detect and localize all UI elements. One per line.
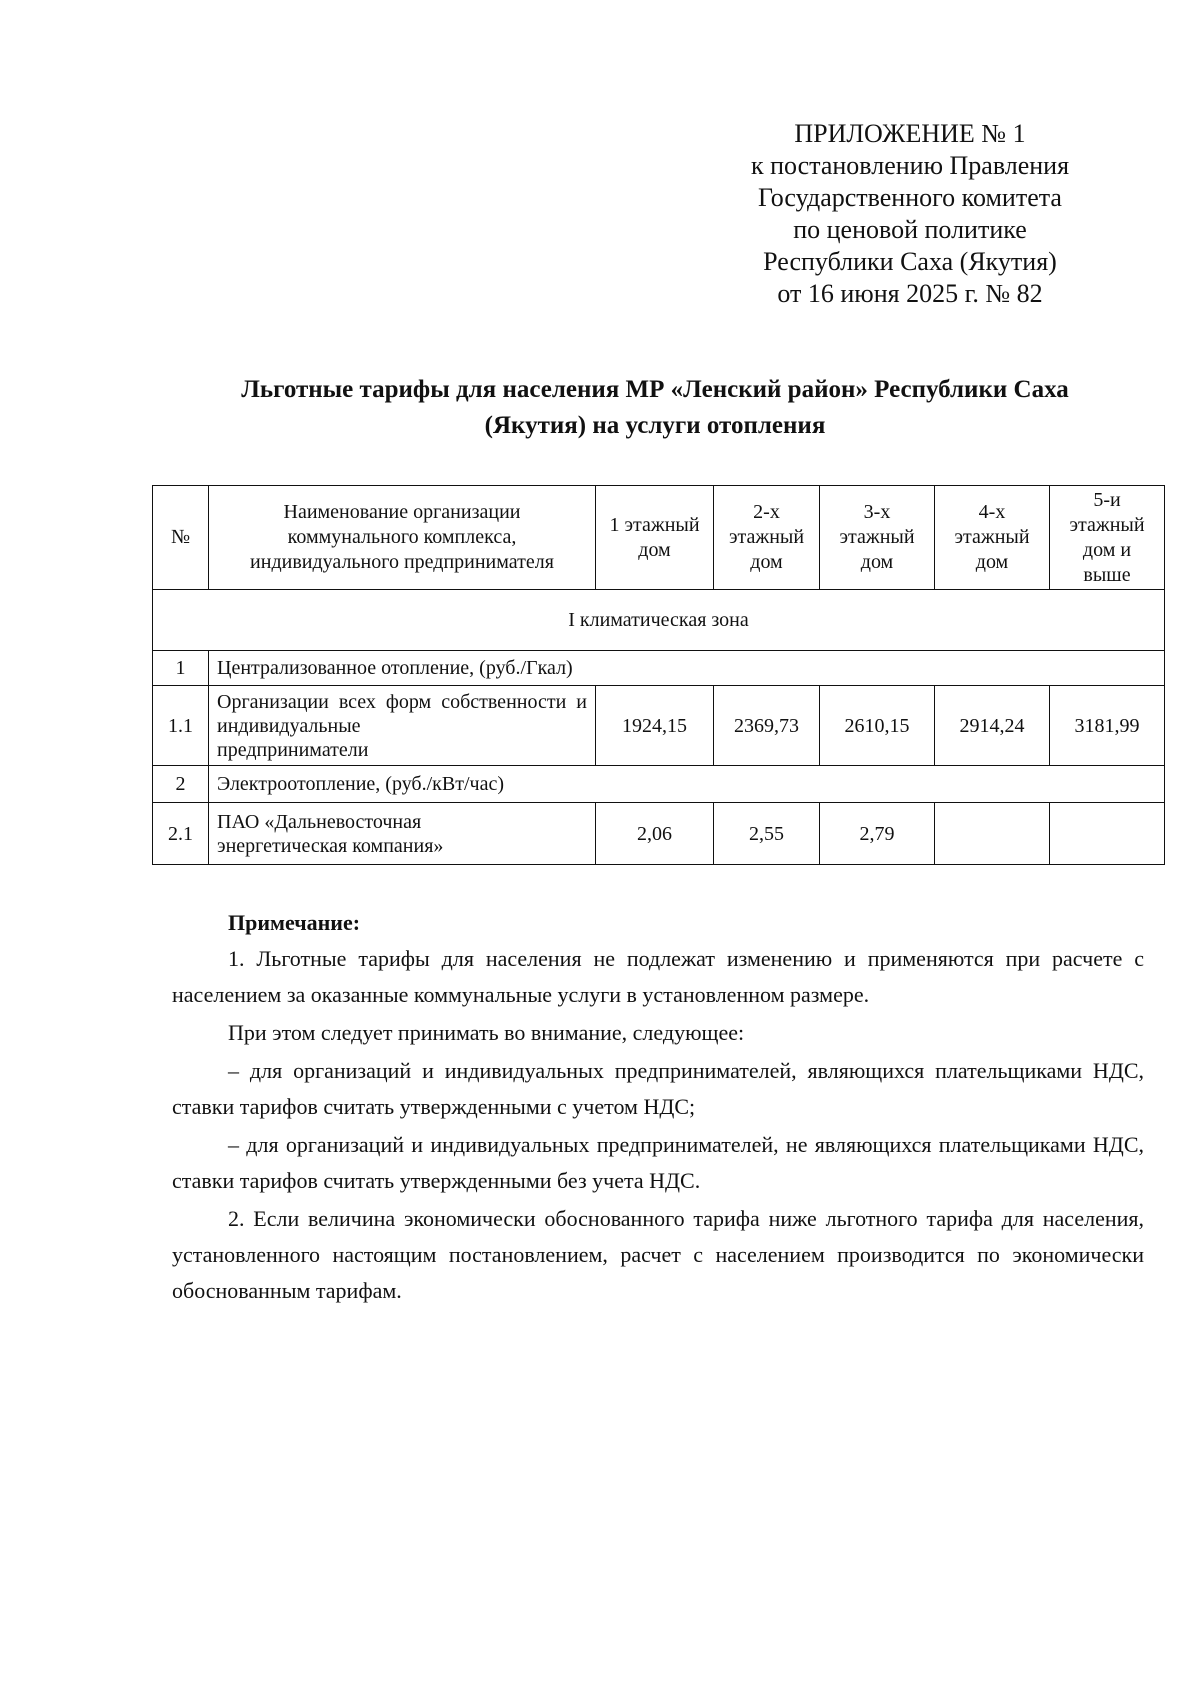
table-header-row <box>153 486 1165 590</box>
tariff-value: 1924,15 <box>596 686 714 766</box>
tariff-value: 2914,24 <box>935 686 1050 766</box>
section-row <box>153 766 1165 803</box>
climate-zone-label: I климатическая зона <box>153 590 1165 651</box>
organization-name-cell <box>209 686 596 766</box>
row-number: 1.1 <box>153 686 209 766</box>
appendix-title: ПРИЛОЖЕНИЕ № 1 <box>794 119 1026 148</box>
document-title-line: Льготные тарифы для населения МР «Ленский район» Республики Саха <box>241 376 1069 403</box>
tariff-value-empty <box>935 803 1050 865</box>
note-paragraph: – для организаций и индивидуальных предпринимателей, являющихся плательщиками НДС, ставки тарифов считать утвержденными с учетом НДС; <box>172 1058 1144 1119</box>
header-5-floor-and-above: 5-и этажный дом и выше <box>1050 486 1165 590</box>
header-number: № <box>153 486 209 590</box>
row-number: 2.1 <box>153 803 209 865</box>
tariff-value: 2369,73 <box>714 686 820 766</box>
organization-name-cell: ПАО «Дальневосточная энергетическая компания» <box>209 803 596 865</box>
section-label: Централизованное отопление, (руб./Гкал) <box>209 651 1165 686</box>
tariff-value-empty <box>1050 803 1165 865</box>
zone-row <box>153 590 1165 651</box>
table-row <box>153 803 1165 865</box>
tariffs-table <box>152 485 1165 865</box>
header-4-floor: 4-х этажный дом <box>935 486 1050 590</box>
note-paragraph: – для организаций и индивидуальных предпринимателей, не являющихся плательщиками НДС, ставки тарифов считать утвержденными без учета НДС. <box>172 1132 1144 1193</box>
document-title <box>170 372 1140 444</box>
appendix-line: Республики Саха (Якутия) <box>763 247 1057 276</box>
document-title-line: (Якутия) на услуги отопления <box>484 412 826 439</box>
section-row <box>153 651 1165 686</box>
notes-heading: Примечание: <box>228 910 361 935</box>
header-organization-name: Наименование организации коммунального комплекса, индивидуального предпринимателя <box>209 486 596 590</box>
tariff-value: 2,55 <box>714 803 820 865</box>
note-paragraph: 2. Если величина экономически обоснованного тарифа ниже льготного тарифа для населения, установленного настоящим постановлением, расчет с населением производится по экономически обоснованным тарифам. <box>172 1206 1144 1303</box>
appendix-date-line: от 16 июня 2025 г. № 82 <box>777 279 1043 308</box>
header-3-floor: 3-х этажный дом <box>820 486 935 590</box>
note-paragraph: При этом следует принимать во внимание, следующее: <box>228 1020 745 1045</box>
organization-name-text-end: предприниматели <box>217 738 369 761</box>
tariff-value: 2,06 <box>596 803 714 865</box>
organization-name-text: Организации всех форм собственности и индивидуальные <box>217 690 587 737</box>
section-label: Электроотопление, (руб./кВт/час) <box>209 766 1165 803</box>
tariff-value: 3181,99 <box>1050 686 1165 766</box>
section-number: 2 <box>153 766 209 803</box>
table-row <box>153 686 1165 766</box>
note-paragraph: 1. Льготные тарифы для населения не подлежат изменению и применяются при расчете с населением за оказанные коммунальные услуги в установленном размере. <box>172 946 1144 1007</box>
section-number: 1 <box>153 651 209 686</box>
appendix-line: к постановлению Правления <box>750 151 1070 180</box>
header-2-floor: 2-х этажный дом <box>714 486 820 590</box>
appendix-block <box>720 118 1100 310</box>
notes-section <box>172 905 1144 1311</box>
appendix-line: Государственного комитета <box>758 183 1062 212</box>
tariff-value: 2,79 <box>820 803 935 865</box>
appendix-line: по ценовой политике <box>793 215 1027 244</box>
tariff-value: 2610,15 <box>820 686 935 766</box>
header-1-floor: 1 этажный дом <box>596 486 714 590</box>
